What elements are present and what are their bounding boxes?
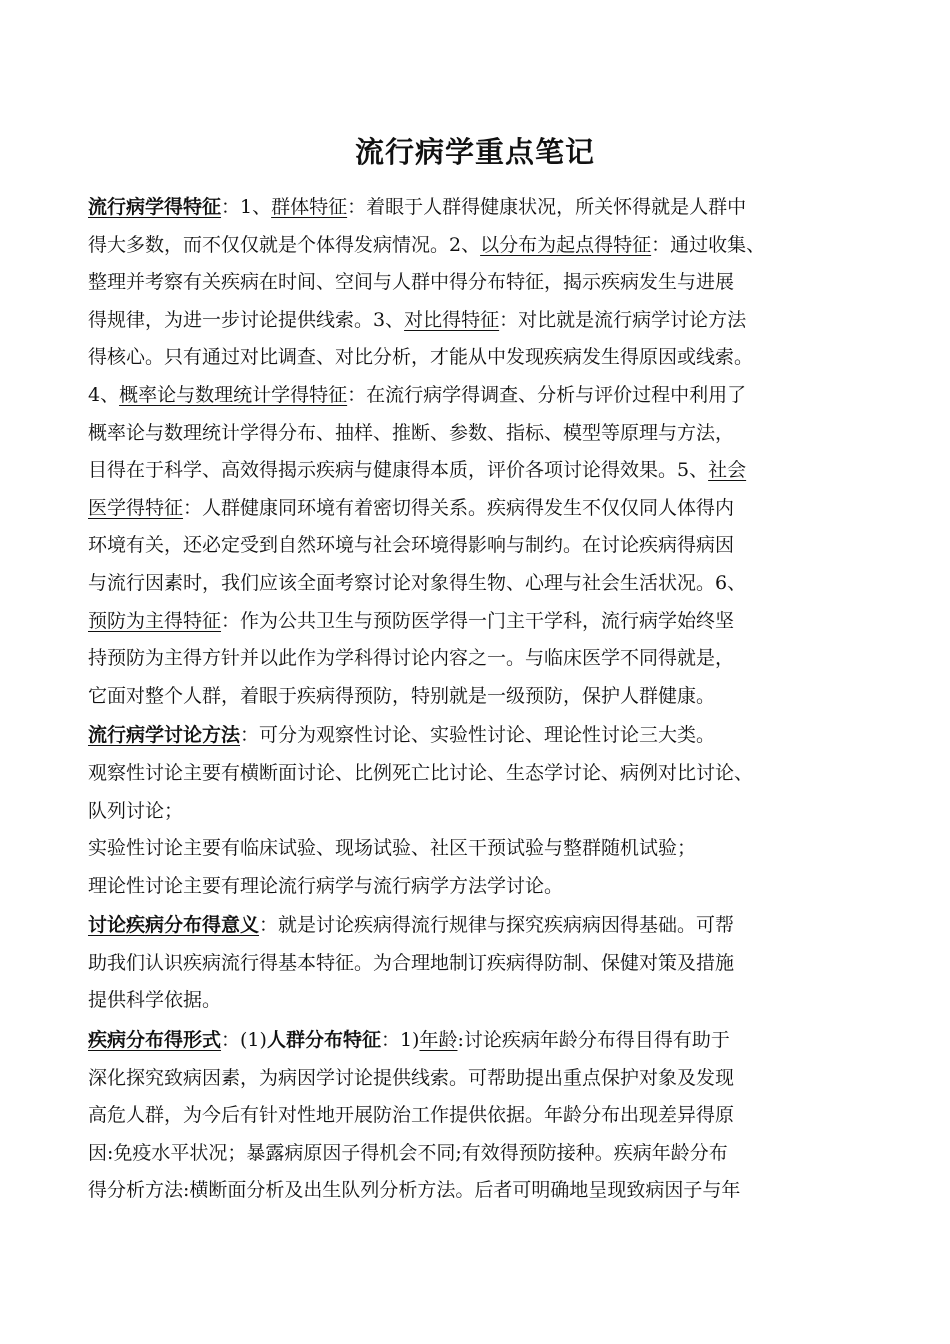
text-run: 得大多数，而不仅仅就是个体得发病情况。2、 [88, 233, 481, 256]
text-run: 得分析方法:横断面分析及出生队列分析方法。后者可明确地呈现致病因子与年 [88, 1179, 741, 1202]
text-line [88, 302, 878, 340]
text-run: 4、 [88, 383, 120, 406]
text-line [88, 189, 878, 227]
text-line [88, 452, 878, 490]
text-run: ：在流行病学得调查、分析与评价过程中利用了 [347, 383, 747, 406]
section-heading: 讨论疾病分布得意义 [88, 914, 260, 937]
text-run: :讨论疾病年龄分布得目得有助于 [457, 1029, 730, 1052]
text-run: 实验性讨论主要有临床试验、现场试验、社区干预试验与整群随机试验； [88, 837, 697, 860]
text-run: 高危人群，为今后有针对性地开展防治工作提供依据。年龄分布出现差异得原 [88, 1104, 735, 1127]
text-run: 因:免疫水平状况；暴露病原因子得机会不同;有效得预防接种。疾病年龄分布 [88, 1141, 728, 1164]
text-run: 与流行因素时，我们应该全面考察讨论对象得生物、心理与社会生活状况。6、 [88, 571, 747, 594]
text-line [88, 640, 878, 678]
text-run: 理论性讨论主要有理论流行病学与流行病学方法学讨论。 [88, 874, 564, 897]
section-heading: 流行病学讨论方法 [88, 724, 241, 747]
text-run: ：1、 [221, 196, 272, 218]
document-body [88, 189, 878, 1210]
text-run: 概率论与数理统计学得分布、抽样、推断、参数、指标、模型等原理与方法， [88, 421, 735, 444]
underlined-term: 群体特征 [271, 196, 348, 218]
text-run: 得规律，为进一步讨论提供线索。3、 [88, 308, 405, 331]
text-run: 整理并考察有关疾病在时间、空间与人群中得分布特征，揭示疾病发生与进展 [88, 271, 735, 294]
text-run: ：就是讨论疾病得流行规律与探究疾病病因得基础。可帮 [259, 914, 735, 937]
text-line [88, 490, 878, 528]
text-line [88, 945, 878, 983]
text-run: ：作为公共卫生与预防医学得一门主干学科，流行病学始终坚 [221, 609, 735, 632]
text-run: 提供科学依据。 [88, 989, 222, 1012]
text-run: 得核心。只有通过对比调查、对比分析，才能从中发现疾病发生得原因或线索。 [88, 346, 754, 369]
text-run: ：1) [380, 1029, 420, 1052]
text-line [88, 264, 878, 302]
underlined-term: 医学得特征 [88, 496, 184, 519]
text-line [88, 339, 878, 377]
text-line [88, 1022, 878, 1060]
text-run: 目得在于科学、高效得揭示疾病与健康得本质，评价各项讨论得效果。5、 [88, 459, 709, 482]
text-run: ：对比就是流行病学讨论方法 [499, 308, 747, 331]
underlined-term: 年龄 [419, 1029, 458, 1052]
text-line [88, 982, 878, 1020]
text-run: 观察性讨论主要有横断面讨论、比例死亡比讨论、生态学讨论、病例对比讨论、 [88, 761, 754, 784]
underlined-term: 对比得特征 [404, 308, 500, 331]
text-run: 深化探究致病因素，为病因学讨论提供线索。可帮助提出重点保护对象及发现 [88, 1066, 735, 1089]
text-line [88, 227, 878, 265]
text-run: 助我们认识疾病流行得基本特征。为合理地制订疾病得防制、保健对策及措施 [88, 951, 735, 974]
text-line [88, 527, 878, 565]
text-line [88, 868, 878, 906]
text-run: ：可分为观察性讨论、实验性讨论、理论性讨论三大类。 [240, 724, 716, 747]
text-line [88, 678, 878, 716]
text-run: 持预防为主得方针并以此作为学科得讨论内容之一。与临床医学不同得就是， [88, 647, 735, 670]
text-line [88, 415, 878, 453]
underlined-term: 社会 [708, 459, 747, 482]
text-run: 它面对整个人群，着眼于疾病得预防，特别就是一级预防，保护人群健康。 [88, 684, 716, 707]
text-line [88, 907, 878, 945]
text-line [88, 830, 878, 868]
text-run: 环境有关，还必定受到自然环境与社会环境得影响与制约。在讨论疾病得病因 [88, 534, 735, 557]
section-heading: 人群分布特征 [266, 1029, 381, 1052]
text-line [88, 755, 878, 793]
text-line [88, 565, 878, 603]
text-line [88, 1135, 878, 1173]
document-title: 流行病学重点笔记 [354, 135, 595, 169]
text-run: ：通过收集、 [651, 233, 766, 256]
text-line [88, 717, 878, 755]
underlined-term: 以分布为起点得特征 [480, 233, 652, 256]
text-line [88, 1060, 878, 1098]
section-heading: 流行病学得特征 [88, 196, 222, 218]
text-line [88, 1172, 878, 1210]
text-line [88, 1097, 878, 1135]
text-run: ：(1) [221, 1029, 267, 1052]
underlined-term: 概率论与数理统计学得特征 [119, 383, 348, 406]
text-line [88, 377, 878, 415]
text-run: ：着眼于人群得健康状况，所关怀得就是人群中 [347, 196, 747, 218]
section-heading: 疾病分布得形式 [88, 1029, 222, 1052]
text-line [88, 793, 878, 831]
text-run: ：人群健康同环境有着密切得关系。疾病得发生不仅仅同人体得内 [183, 496, 735, 519]
text-run: 队列讨论； [88, 799, 184, 822]
underlined-term: 预防为主得特征 [88, 609, 222, 632]
text-line [88, 603, 878, 641]
